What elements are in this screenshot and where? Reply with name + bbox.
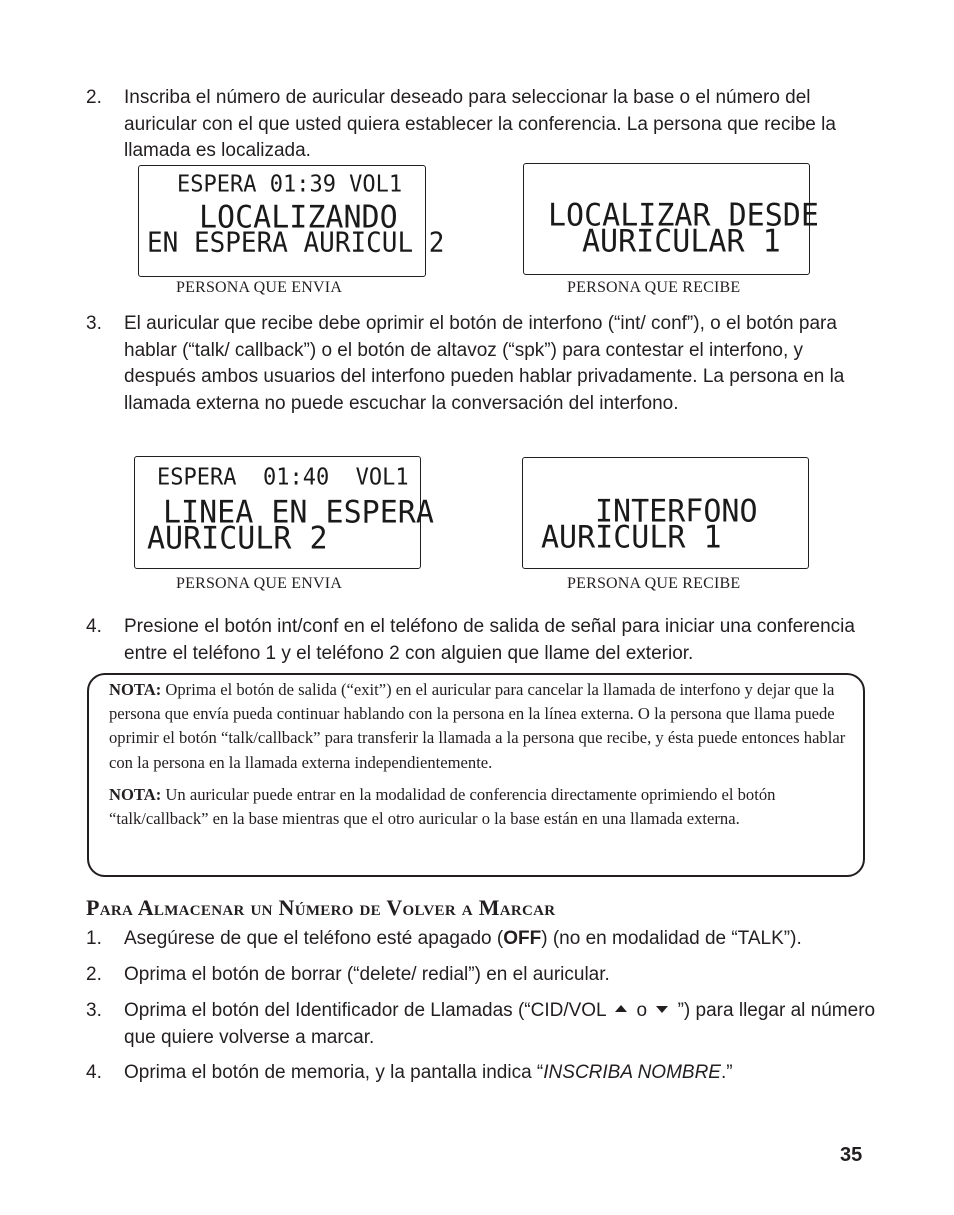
lcd-line: AURICULR 1 [541, 519, 722, 556]
step-text [124, 1060, 876, 1087]
note-text: Un auricular puede entrar en la modalidad de conferencia directamente oprimiendo el botón “talk/callback” en la base mientras que el otro auricular o la base están en una llamada externa. [109, 784, 776, 829]
step-text [124, 926, 876, 953]
lcd-line: AURICULR 2 [147, 520, 328, 557]
lcd-line: EN ESPERA AURICUL 2 [147, 227, 445, 259]
lcd-line: INTERFONO [595, 493, 758, 530]
note-label: NOTA: [109, 784, 162, 804]
note-text: Oprima el botón de salida (“exit”) en el auricular para cancelar la llamada de interfono y dejar que la persona que envía pueda continuar hablando con la persona en la línea externa. O la persona que llama puede oprimir el botón “talk/callback” para transferir la llamada a la persona que recibe, y ésta puede entonces hablar con la persona en la llamada externa independientemente. [109, 680, 846, 772]
step-number: 3. [86, 1000, 102, 1021]
lcd-line: ESPERA 01:39 VOL1 [177, 171, 403, 198]
note-2 [109, 783, 849, 831]
caption-receiver: PERSONA QUE RECIBE [567, 279, 741, 296]
step-text: Inscriba el número de auricular deseado para seleccionar la base o el número del auricular con el que usted quiera establecer la conferencia. La persona que recibe la llamada es localizada. [124, 87, 836, 161]
store-step-2 [86, 962, 876, 989]
lcd-line: LOCALIZAR DESDE [548, 197, 819, 234]
text-run: Oprima el botón de memoria, y la pantalla indica “ [124, 1062, 544, 1083]
text-run: Oprima el botón del Identificador de Llamadas (“CID/VOL [124, 1000, 612, 1021]
note-1 [109, 678, 849, 775]
step-number: 2. [86, 87, 102, 108]
off-label: OFF [503, 928, 542, 949]
lcd-line: AURICULAR 1 [582, 223, 781, 260]
step-3 [86, 311, 876, 417]
screen-text: INSCRIBA NOMBRE [543, 1062, 721, 1083]
store-step-4 [86, 1060, 876, 1087]
step-number: 1. [86, 928, 102, 949]
note-label: NOTA: [109, 680, 162, 699]
store-step-3 [86, 998, 876, 1051]
step-2 [86, 85, 876, 165]
lcd-line: ESPERA 01:40 VOL1 [157, 464, 409, 491]
text-run: Asegúrese de que el teléfono esté apagado ( [124, 928, 504, 949]
step-text: Oprima el botón de borrar (“delete/ redial”) en el auricular. [124, 964, 610, 985]
step-text [124, 998, 876, 1051]
text-run: o [631, 1000, 653, 1021]
store-step-1 [86, 926, 876, 953]
caption-sender: PERSONA QUE ENVIA [176, 279, 343, 296]
note-box [87, 673, 865, 877]
step-number: 4. [86, 1062, 102, 1083]
lcd-display-sender-1 [138, 165, 445, 277]
step-text: Presione el botón int/conf en el teléfono de salida de señal para iniciar una conferencia entre el teléfono 1 y el teléfono 2 con alguien que llame del exterior. [124, 616, 855, 664]
caption-receiver: PERSONA QUE RECIBE [567, 575, 741, 592]
step-number: 3. [86, 313, 102, 334]
step-4 [86, 614, 886, 667]
step-number: 4. [86, 616, 102, 637]
lcd-display-receiver-2 [522, 457, 809, 569]
arrow-down-icon [656, 1006, 668, 1013]
text-run: ”) para llegar al número que quiere volverse a marcar. [124, 1000, 876, 1048]
page-number: 35 [840, 1144, 863, 1166]
arrow-up-icon [615, 1005, 627, 1012]
step-number: 2. [86, 964, 102, 985]
section-title: Para Almacenar un Número de Volver a Marcar [86, 895, 556, 920]
lcd-display-receiver-1 [523, 163, 819, 275]
lcd-line: LOCALIZANDO [199, 199, 398, 236]
caption-sender: PERSONA QUE ENVIA [176, 575, 343, 592]
text-run: ) (no en modalidad de “TALK”). [541, 928, 802, 949]
lcd-display-sender-2 [134, 456, 434, 569]
lcd-line: LINEA EN ESPERA [163, 494, 434, 531]
step-text: El auricular que recibe debe oprimir el botón de interfono (“int/ conf”), o el botón para hablar (“talk/ callback”) o el botón de altavoz (“spk”) para contestar el interfono, y después ambos usuarios del interfono pueden hablar privadamente. La persona en la llamada externa no puede escuchar la conversación del interfono. [124, 313, 845, 414]
text-run: .” [720, 1062, 733, 1083]
